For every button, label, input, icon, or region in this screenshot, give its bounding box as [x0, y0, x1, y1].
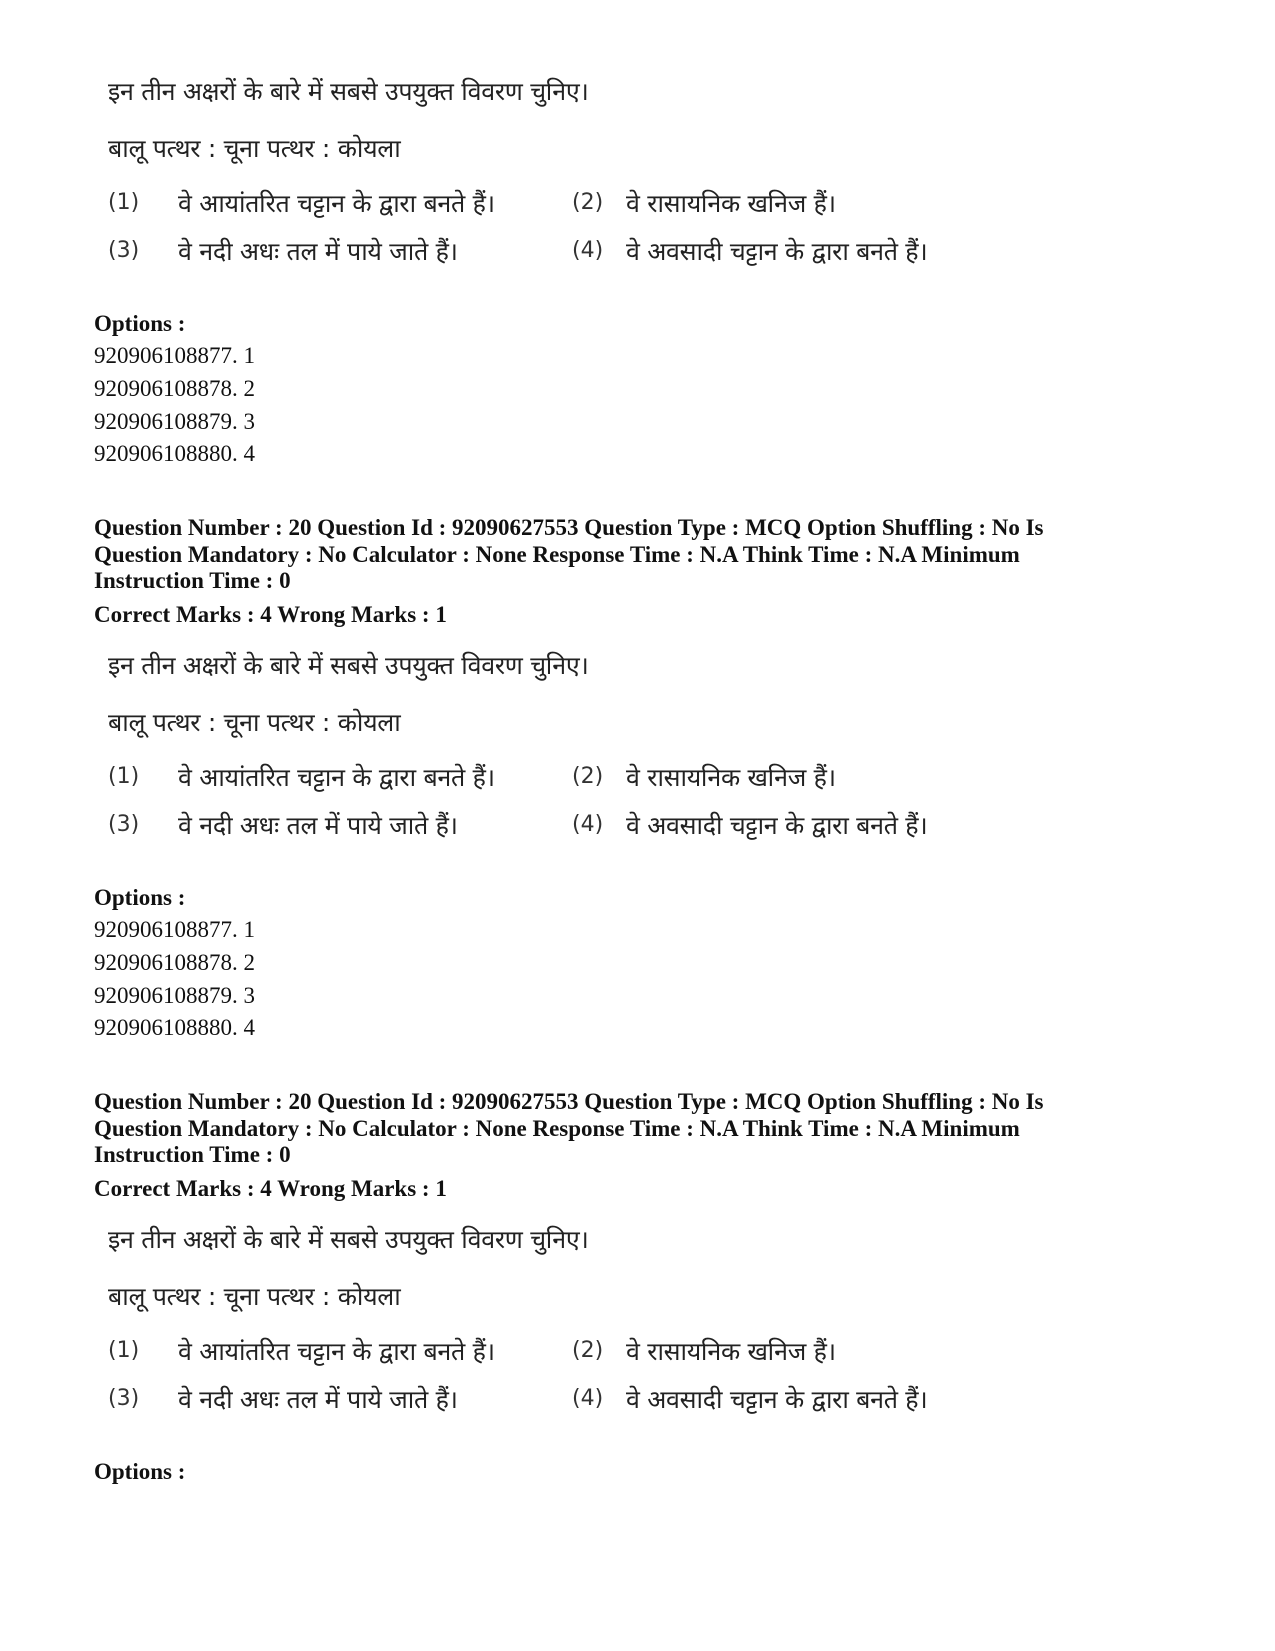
- question-prompt: इन तीन अक्षरों के बारे में सबसे उपयुक्त विवरण चुनिए।: [108, 77, 589, 106]
- choice-number: (2): [572, 1338, 604, 1363]
- option-item: 920906108880. 4: [94, 1015, 255, 1040]
- question-prompt: इन तीन अक्षरों के बारे में सबसे उपयुक्त विवरण चुनिए।: [108, 1225, 589, 1254]
- choice-text: वे रासायनिक खनिज हैं।: [626, 189, 836, 218]
- question-items: बालू पत्थर : चूना पत्थर : कोयला: [108, 708, 401, 737]
- choice-number: (2): [572, 190, 604, 215]
- options-heading: Options :: [94, 311, 186, 336]
- choice-text: वे अवसादी चट्टान के द्वारा बनते हैं।: [626, 1385, 928, 1414]
- choice-number: (2): [572, 764, 604, 789]
- option-item: 920906108878. 2: [94, 950, 255, 975]
- options-heading: Options :: [94, 885, 186, 910]
- question-meta-line-1: Question Number : 20 Question Id : 92090627553 Question Type : MCQ Option Shuffling : No Is: [94, 1089, 1044, 1114]
- question-meta-line-2: Question Mandatory : No Calculator : None Response Time : N.A Think Time : N.A Minimum: [94, 1116, 1020, 1141]
- question-meta-line-2: Question Mandatory : No Calculator : None Response Time : N.A Think Time : N.A Minimum: [94, 542, 1020, 567]
- question-meta-line-3: Instruction Time : 0: [94, 568, 291, 593]
- option-item: 920906108880. 4: [94, 441, 255, 466]
- option-item: 920906108879. 3: [94, 409, 255, 434]
- choice-text: वे आयांतरित चट्टान के द्वारा बनते हैं।: [178, 763, 495, 792]
- choice-number: (1): [108, 190, 140, 215]
- choice-text: वे रासायनिक खनिज हैं।: [626, 1337, 836, 1366]
- question-prompt: इन तीन अक्षरों के बारे में सबसे उपयुक्त विवरण चुनिए।: [108, 651, 589, 680]
- question-marks: Correct Marks : 4 Wrong Marks : 1: [94, 1176, 447, 1201]
- choice-text: वे अवसादी चट्टान के द्वारा बनते हैं।: [626, 811, 928, 840]
- choice-text: वे नदी अधः तल में पाये जाते हैं।: [178, 237, 458, 266]
- choice-number: (3): [108, 812, 140, 837]
- option-item: 920906108877. 1: [94, 343, 255, 368]
- choice-text: वे रासायनिक खनिज हैं।: [626, 763, 836, 792]
- option-item: 920906108878. 2: [94, 376, 255, 401]
- choice-number: (1): [108, 1338, 140, 1363]
- choice-number: (4): [572, 1386, 604, 1411]
- choice-number: (3): [108, 238, 140, 263]
- question-items: बालू पत्थर : चूना पत्थर : कोयला: [108, 134, 401, 163]
- question-meta-line-1: Question Number : 20 Question Id : 92090627553 Question Type : MCQ Option Shuffling : No Is: [94, 515, 1044, 540]
- choice-text: वे आयांतरित चट्टान के द्वारा बनते हैं।: [178, 189, 495, 218]
- options-heading: Options :: [94, 1459, 186, 1484]
- choice-text: वे नदी अधः तल में पाये जाते हैं।: [178, 811, 458, 840]
- choice-text: वे नदी अधः तल में पाये जाते हैं।: [178, 1385, 458, 1414]
- question-marks: Correct Marks : 4 Wrong Marks : 1: [94, 602, 447, 627]
- choice-number: (4): [572, 812, 604, 837]
- question-meta-line-3: Instruction Time : 0: [94, 1142, 291, 1167]
- choice-number: (4): [572, 238, 604, 263]
- option-item: 920906108879. 3: [94, 983, 255, 1008]
- choice-number: (1): [108, 764, 140, 789]
- choice-text: वे आयांतरित चट्टान के द्वारा बनते हैं।: [178, 1337, 495, 1366]
- choice-text: वे अवसादी चट्टान के द्वारा बनते हैं।: [626, 237, 928, 266]
- question-items: बालू पत्थर : चूना पत्थर : कोयला: [108, 1282, 401, 1311]
- option-item: 920906108877. 1: [94, 917, 255, 942]
- choice-number: (3): [108, 1386, 140, 1411]
